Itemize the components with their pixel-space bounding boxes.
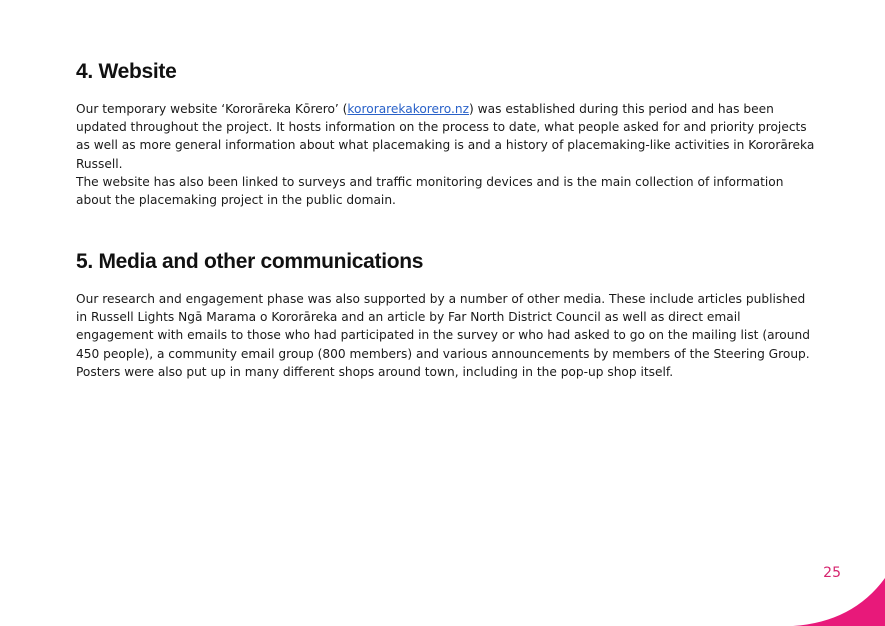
media-paragraph: Our research and engagement phase was also supported by a number of other media. These include articles published in Russell Lights Ngā Marama o Kororāreka and an article by Far North District Council as well as direct email engagement with emails to those who had participated in the survey or who had asked to go on the mailing list (around 450 people), a community email group (800 members) and various announcements by members of the Steering Group. Posters were also put up in many different shops around town, including in the pop-up shop itself. [76, 292, 810, 379]
section-heading-website: 4. Website [76, 60, 177, 83]
website-paragraph-1-text-end: ) was established during this period and has been updated throughout the project. It hosts information on the process to date, what people asked for and priority projects as well as more general information about what placemaking is and a history of placemaking-like activities in Kororāreka Russell. [76, 102, 815, 171]
page-number: 25 [823, 565, 841, 581]
corner-decoration [793, 578, 885, 626]
website-link[interactable]: kororarekakorero.nz [347, 102, 470, 116]
corner-accent-shape [793, 578, 885, 626]
section-heading-media: 5. Media and other communications [76, 250, 424, 273]
website-paragraph-2: The website has also been linked to surveys and traffic monitoring devices and is the main collection of information about the placemaking project in the public domain. [76, 175, 784, 208]
website-paragraph-1-text-start: Our temporary website ‘Kororāreka Kōrero’ ( [76, 102, 348, 116]
website-paragraph-1 [76, 100, 816, 173]
